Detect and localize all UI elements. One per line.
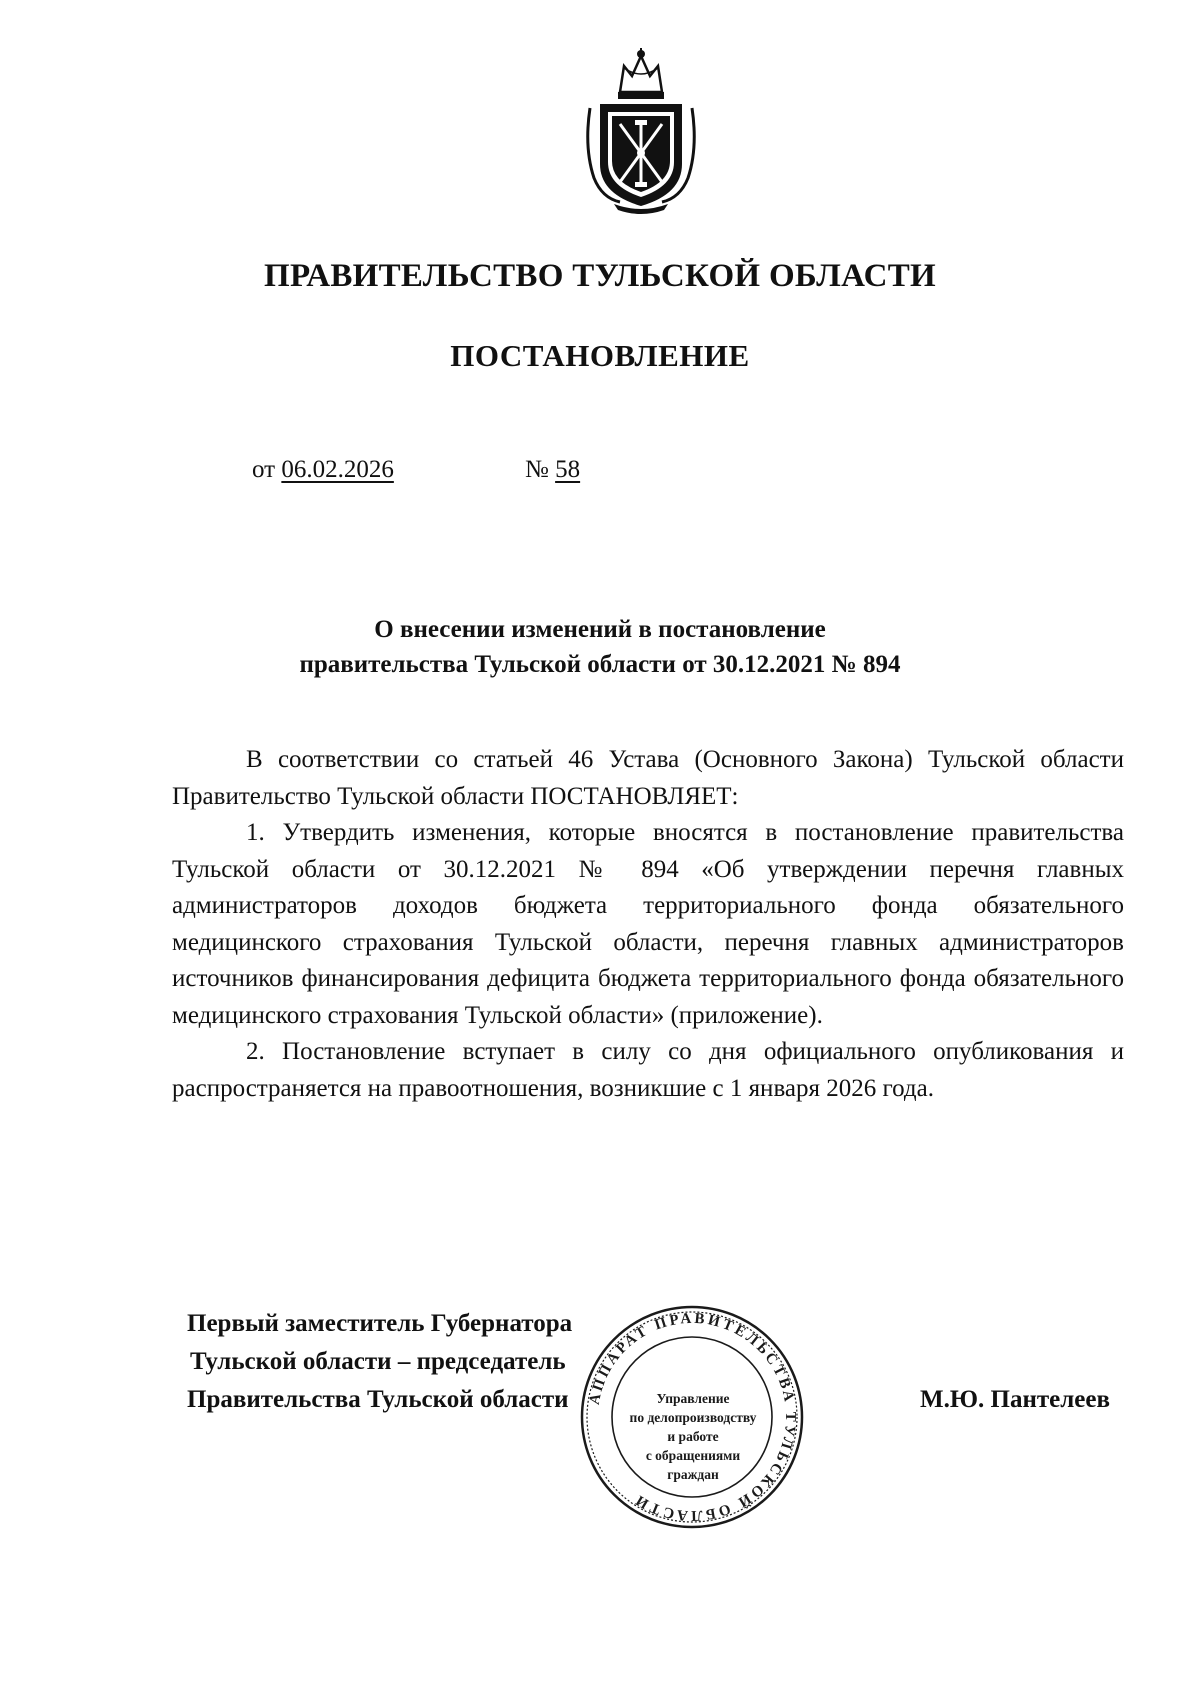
stamp-center-text: [612, 1389, 774, 1484]
body-paragraph-preamble: В соответствии со статьей 46 Устава (Основного Закона) Тульской области Правительство Тульской области ПОСТАНОВЛЯЕТ:: [172, 746, 1124, 810]
date-field: [252, 456, 394, 484]
body-paragraph-item-1: 1. Утвердить изменения, которые вносятся в постановление правительства Тульской области от 30.12.2021 № 894 «Об утверждении перечня главных администраторов доходов бюджета территориального фонда обязательного медицинского страхования Тульской области, перечня главных администраторов источников финансирования дефицита бюджета территориального фонда обязательного медицинского страхования Тульской области» (приложение).: [172, 819, 1124, 1029]
stamp-line: и работе: [667, 1429, 719, 1444]
tula-coat-of-arms-icon: [580, 48, 702, 216]
stamp-line: с обращениями: [645, 1448, 741, 1463]
document-subject: [0, 612, 1200, 682]
subject-line-1: О внесении изменений в постановление: [374, 616, 826, 643]
signatory-title-line-2: Тульской области – председатель: [190, 1348, 566, 1375]
signatory-title-line-1: Первый заместитель Губернатора: [187, 1310, 573, 1337]
number-field: [525, 456, 580, 484]
stamp-line: по делопроизводству: [629, 1410, 757, 1425]
subject-line-2: правительства Тульской области от 30.12.2021 № 894: [299, 651, 901, 678]
signatory-title-line-3: Правительства Тульской области: [187, 1386, 569, 1413]
stamp-ring-text: АППАРАТ ПРАВИТЕЛЬСТВА ТУЛЬСКОЙ ОБЛАСТИ: [586, 1310, 799, 1524]
stamp-line: граждан: [667, 1467, 719, 1482]
document-body: [172, 742, 1124, 1107]
government-name: ПРАВИТЕЛЬСТВО ТУЛЬСКОЙ ОБЛАСТИ: [264, 258, 936, 294]
stamp-line: Управление: [656, 1391, 730, 1406]
body-paragraph-item-2: 2. Постановление вступает в силу со дня официального опубликования и распространяется на правоотношения, возникшие с 1 января 2026 года.: [172, 1038, 1124, 1102]
number-prefix: №: [525, 456, 549, 483]
document-type: ПОСТАНОВЛЕНИЕ: [450, 338, 750, 373]
document-date: 06.02.2026: [281, 456, 394, 483]
date-prefix: от: [252, 456, 276, 483]
signatory-name: М.Ю. Пантелеев: [920, 1386, 1110, 1413]
document-number: 58: [555, 456, 581, 483]
